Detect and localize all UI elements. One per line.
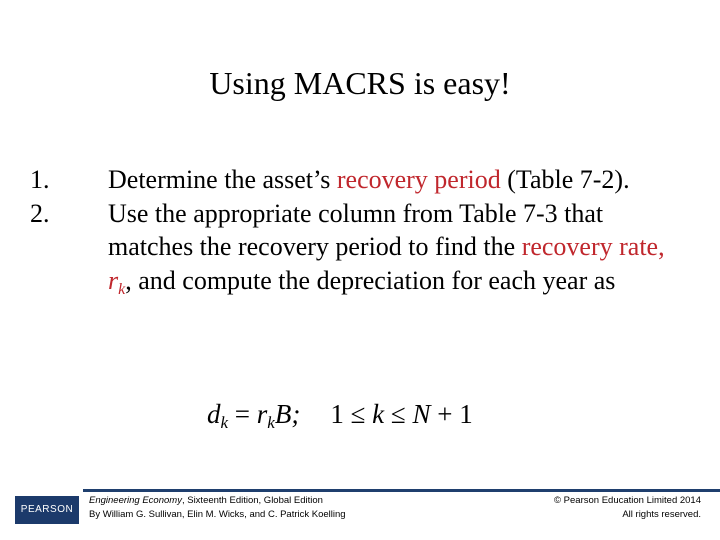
formula-range: ≤ [384,399,413,429]
item-text: Determine the asset’s [108,165,337,194]
footer-copyright [554,494,701,522]
item-number: 2. [30,198,50,228]
formula-range: + 1 [430,399,473,429]
footer-citation [89,494,346,522]
depreciation-formula [207,396,473,441]
list-item [30,197,670,307]
book-edition: , Sixteenth Edition, Global Edition [181,495,323,506]
book-authors: By William G. Sullivan, Elin M. Wicks, and C. Patrick Koelling [89,509,346,520]
pearson-logo: PEARSON [15,496,79,524]
book-title: Engineering Economy [89,495,182,506]
list-item [30,163,670,197]
footer-divider [83,489,720,492]
item-text: , and compute the depreciation for each year as [125,265,616,295]
rate-variable: r [108,265,119,295]
steps-list [30,163,670,306]
formula-eq: = [228,399,257,429]
rights-text: All rights reserved. [622,509,701,520]
formula-rhs-sub: k [267,413,275,432]
formula-range: 1 ≤ [330,399,373,429]
formula-range-k: k [372,399,385,429]
formula-range-n: N [412,399,431,429]
highlight-text: recovery period [336,165,501,194]
item-text: Use the appropriate column from Table 7-3 that matches the recovery period to find the [108,198,604,261]
formula-rhs-var: r [256,399,268,429]
formula-lhs-sub: k [220,413,229,432]
rate-subscript: k [118,280,126,298]
copyright-text: © Pearson Education Limited 2014 [554,495,701,506]
highlight-text: recovery rate, [521,232,665,261]
item-number: 1. [30,165,50,194]
formula-rhs-tail: B; [274,399,301,429]
slide-title: Using MACRS is easy! [209,65,511,101]
formula-lhs: d [207,399,221,429]
item-text: (Table 7-2). [500,165,630,194]
